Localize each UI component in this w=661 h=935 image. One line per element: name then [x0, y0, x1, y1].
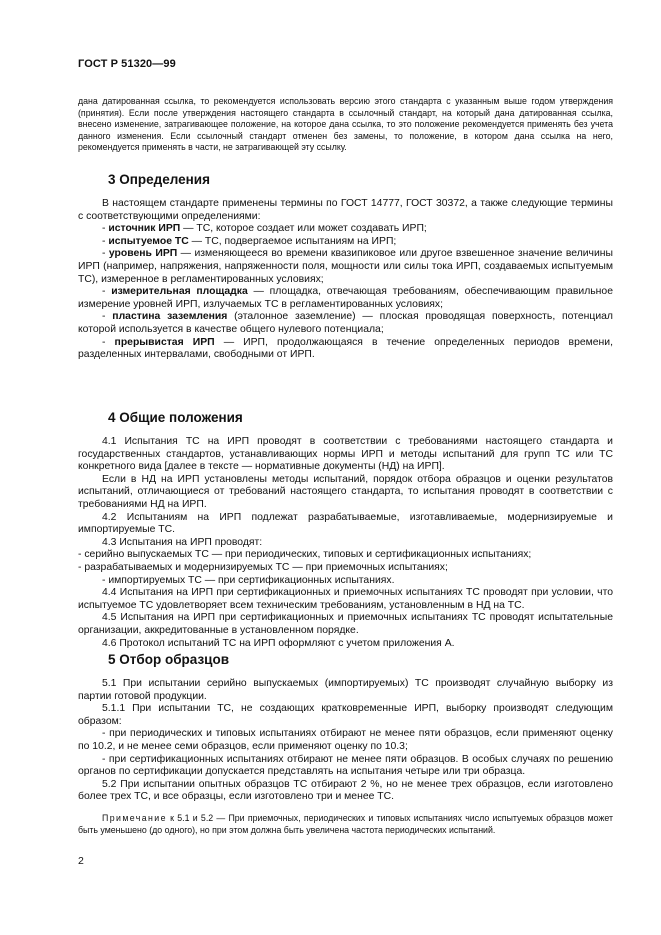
section-5-title: 5 Отбор образцов — [108, 652, 230, 667]
definition-term: уровень ИРП — [108, 248, 178, 260]
section-5-list-item: - при периодических и типовых испытаниях отбирают не менее пяти образцов, если применяют оценку по 10.2, и не менее семи образцов, если применяют оценку по 10.3; — [78, 728, 613, 752]
section-4-list-item: - серийно выпускаемых ТС — при периодических, типовых и сертификационных испытаниях; — [78, 549, 532, 561]
section-4-para: 4.3 Испытания на ИРП проводят: — [102, 536, 263, 548]
definition-item: - прерывистая ИРП — ИРП, продолжающаяся в течение определенных периодов времени, разделенных интервалами, свободными от ИРП. — [78, 336, 613, 361]
definition-item: - источник ИРП — ТС, которое создает или может создавать ИРП; — [102, 223, 427, 235]
definition-item: - пластина заземления (эталонное заземление) — плоская проводящая поверхность, потенциал которой используется в качестве общего нулевого потенциала; — [78, 311, 613, 335]
definition-term: пластина заземления — [112, 311, 228, 323]
section-5-para: 5.2 При испытании опытных образцов ТС отбирают 2 %, но не менее трех образцов, если изготовлено более трех ТС, и все образцы, если изготовлено три и менее ТС. — [78, 778, 613, 803]
intro-text: дана датированная ссылка, то рекомендуется использовать версию этого стандарта с указанным выше годом утверждения (принятия). Если после утверждения настоящего стандарта в ссылочный стандарт, на который дана датированная ссылка, внесено изменение, затрагивающее положение, на которое дана ссылка, то это положение рекомендуется применять без учета данного изменения. Если ссылочный стандарт отменен без замены, то положение, в котором дана ссылка на него, рекомендуется применять в части, не затрагивающей эту ссылку. — [78, 96, 613, 153]
definition-item: - уровень ИРП — изменяющееся во времени квазипиковое или другое взвешенное значение величины ИРП (например, напряжения, напряженности поля, мощности или силы тока ИРП, создаваемых испытуемым ТС), измеренное в регламентированных условиях; — [78, 248, 613, 285]
section-4-list-item: - импортируемых ТС — при сертификационных испытаниях. — [102, 574, 395, 586]
definition-term: источник ИРП — [108, 223, 181, 235]
section-5-list-item: - при сертификационных испытаниях отбирают не менее пяти образцов. В особых случаях по решению органов по сертификации допускается представлять на испытания четыре или три образца. — [78, 753, 613, 778]
definition-text: — изменяющееся во времени квазипиковое или другое взвешенное значение величины ИРП (например, напряжения, напряженности поля, мощности или силы тока ИРП, создаваемых испытуемым ТС), измеренное в регламентированных условиях; — [78, 248, 613, 285]
section-5-body — [78, 678, 613, 804]
section-4-list-item: - разрабатываемых и модернизируемых ТС — при приемочных испытаниях; — [78, 561, 448, 573]
definition-text: — ТС, которое создает или может создавать ИРП; — [180, 223, 427, 235]
definition-item: - испытуемое ТС — ТС, подвергаемое испытаниям на ИРП; — [102, 235, 397, 247]
page-number: 2 — [78, 855, 84, 867]
intro-paragraph — [78, 96, 613, 154]
section-5-para: 5.1.1 При испытании ТС, не создающих кратковременные ИРП, выборку производят следующим образом: — [78, 703, 613, 727]
section-4-para: Если в НД на ИРП установлены методы испытаний, порядок отбора образцов и оценки результатов испытаний, отличающиеся от требований настоящего стандарта, то испытания проводят в соответствии с требованиями НД на ИРП. — [78, 473, 613, 510]
section-4-para: 4.2 Испытаниям на ИРП подлежат разрабатываемые, изготавливаемые, модернизируемые и импортируемые ТС. — [78, 511, 613, 536]
definition-term: прерывистая ИРП — [114, 336, 215, 348]
definition-text: (эталонное заземление) — плоская проводящая поверхность, потенциал которой используется в качестве общего нулевого потенциала; — [78, 311, 613, 335]
definition-item: - измерительная площадка — площадка, отвечающая требованиям, обеспечивающим правильное измерение уровней ИРП, излучаемых ТС в регламентированных условиях; — [78, 286, 613, 310]
section-4-para: 4.1 Испытания ТС на ИРП проводят в соответствии с требованиями настоящего стандарта и государственных стандартов, устанавливающих нормы ИРП и методы испытаний для групп ТС или ТС конкретного вида [далее в тексте — нормативные документы (НД) на ИРП]. — [78, 436, 613, 473]
section-3-body — [78, 198, 613, 362]
section-4-para: 4.5 Испытания на ИРП при сертификационных и приемочных испытаниях ТС проводят испытательные организации, аккредитованные в установленном порядке. — [78, 612, 613, 636]
note-paragraph — [78, 813, 613, 836]
note-label: Примечание — [102, 813, 167, 823]
section-3-lead: В настоящем стандарте применены термины по ГОСТ 14777, ГОСТ 30372, а также следующие термины с соответствующими определениями: — [78, 198, 613, 222]
document-header: ГОСТ Р 51320—99 — [78, 58, 176, 70]
definition-term: испытуемое ТС — [108, 235, 189, 247]
note-block — [78, 813, 613, 836]
section-4-title: 4 Общие положения — [108, 410, 243, 425]
section-5-para: 5.1 При испытании серийно выпускаемых (импортируемых) ТС производят случайную выборку из партии готовой продукции. — [78, 678, 613, 702]
section-3-title: 3 Определения — [108, 172, 210, 187]
definition-text: — площадка, отвечающая требованиям, обеспечивающим правильное измерение уровней ИРП, излучаемых ТС в регламентированных условиях; — [78, 286, 613, 310]
section-4-para: 4.6 Протокол испытаний ТС на ИРП оформляют с учетом приложения А. — [102, 637, 455, 649]
note-text: к 5.1 и 5.2 — При приемочных, периодических и типовых испытаниях число испытуемых образцов может быть уменьшено (до одного), но при этом должна быть увеличена частота периодических испытаний. — [78, 813, 613, 835]
section-4-para: 4.4 Испытания на ИРП при сертификационных и приемочных испытаниях ТС проводят при условии, что испытуемое ТС удовлетворяет всем техническим требованиям, установленным в НД на ТС. — [78, 587, 613, 611]
definition-term: измерительная площадка — [111, 286, 248, 298]
definition-text: — ТС, подвергаемое испытаниям на ИРП; — [188, 235, 397, 247]
definition-text: — ИРП, продолжающаяся в течение определенных периодов времени, разделенных интервалами, свободными от ИРП. — [78, 336, 613, 361]
section-4-body — [78, 436, 613, 650]
